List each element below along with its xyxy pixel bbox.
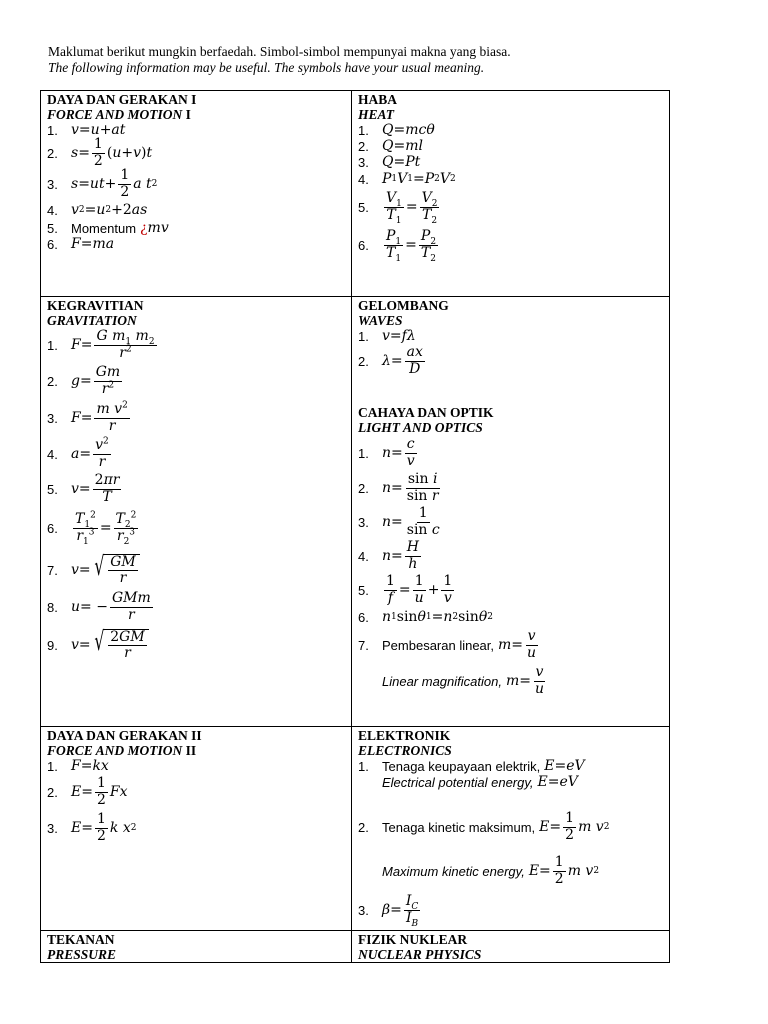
- formula-item: 5. $\frac{1}{f}$ = $\frac{1}{u}$ + $\frac{1}{v}$: [358, 573, 453, 606]
- formula-item: 1. n = $\frac{c}{v}$: [358, 436, 415, 469]
- cell-pressure: [41, 931, 352, 963]
- heading-force-motion-1-ms: DAYA DAN GERAKAN I: [47, 92, 197, 107]
- heading-light-ms: CAHAYA DAN OPTIK: [358, 405, 494, 420]
- heading-pressure-en: PRESSURE: [47, 947, 117, 962]
- formula-item: 2. g = $\frac{Gm}{r^2}$: [47, 364, 121, 397]
- cell-electronics: [352, 727, 670, 931]
- formula-item: 3. E = $\frac{1}{2}$ k x 2: [47, 811, 137, 844]
- heading-waves-en: WAVES: [358, 313, 403, 328]
- formula-item: 2. λ = $\frac{ax}{D}$: [358, 344, 423, 377]
- formula-item: 3. n = $\frac{1}{\text{sin c}}$: [358, 505, 440, 538]
- cell-nuclear-physics: [352, 931, 670, 963]
- formula-item: 3. F = $\frac{m v^2}{r}$: [47, 400, 128, 434]
- heading-heat-ms: HABA: [358, 92, 398, 107]
- formula-item: 1. F = kx: [47, 758, 109, 774]
- formula-item: 1. v = fλ: [358, 328, 416, 344]
- force-motion-2-list: [47, 758, 345, 846]
- formula-item: 9. v = √ 2GM r: [47, 624, 345, 666]
- gravitation-list: [47, 328, 345, 666]
- heading-heat-en: HEAT: [358, 107, 395, 122]
- cell-gravitation: [41, 297, 352, 727]
- waves-list: [358, 328, 663, 378]
- force-motion-1-list: [47, 122, 345, 252]
- formula-item: 2. n = $\frac{\text{sin i}}{\text{sin r}}$: [358, 471, 439, 504]
- formula-item: 7. Pembesaran linear, m = $\frac{v}{u}$: [358, 628, 537, 661]
- formula-item: 3. s = ut + $\frac{1}{2}$ a t 2: [47, 167, 158, 200]
- cell-force-motion-2: [41, 727, 352, 931]
- heading-force-motion-2-ms: DAYA DAN GERAKAN II: [47, 728, 202, 743]
- formula-item: 3. Q = Pt: [358, 154, 421, 170]
- heading-light-en: LIGHT AND OPTICS: [358, 420, 483, 435]
- formula-item: 1. Tenaga keupayaan elektrik, E = eV: [358, 758, 585, 774]
- formula-item: 3. β = $\frac{I_C}{I_B}$: [358, 893, 419, 929]
- heading-nuclear-ms: FIZIK NUKLEAR: [358, 932, 468, 947]
- formula-item: 5. $\frac{V_1}{T_1}$ = $\frac{V_2}{T_2}$: [358, 190, 438, 226]
- formula-table: [40, 90, 670, 963]
- formula-item: 4. n = $\frac{H}{h}$: [358, 539, 419, 572]
- cell-heat: [352, 91, 670, 297]
- formula-item: 4. a = $\frac{v^2}{r}$: [47, 436, 109, 470]
- formula-item: 1. v = u + at: [47, 122, 126, 138]
- formula-item: 8. u = − GMm r: [47, 590, 151, 623]
- heading-gravitation-ms: KEGRAVITIAN: [47, 298, 144, 313]
- formula-item: 4. v 2 = u 2 +2 as: [47, 202, 148, 218]
- intro-malay: Maklumat berikut mungkin berfaedah. Simbol-simbol mempunyai makna yang biasa.: [48, 44, 511, 59]
- heading-force-motion-2-en: FORCE AND MOTION II: [47, 743, 197, 758]
- formula-item: 4. P 1 V 1 = P 2 V 2: [358, 171, 456, 187]
- formula-item: 1. F = $\frac{G m_1 m_2}{r^2}$: [47, 328, 155, 361]
- formula-item: 2. s = $\frac{1}{2}$ ( u + v ) t: [47, 136, 153, 169]
- electronics-list: [358, 758, 663, 930]
- formula-item: 2. Tenaga kinetic maksimum, E = $\frac{1}{2}$ m v 2: [358, 810, 610, 843]
- cell-waves-light: [352, 297, 670, 727]
- light-list: [358, 435, 663, 699]
- intro-english: The following information may be useful. The symbols have your usual meaning.: [48, 60, 485, 75]
- formula-item: 6. n 1 sin θ 1 = n 2 sin θ 2: [358, 609, 493, 625]
- formula-item: 5. Momentum ¿ mv: [47, 220, 169, 236]
- formula-item: 5. v = $\frac{2\pi r}{T}$: [47, 472, 120, 505]
- formula-item: 2. E = $\frac{1}{2}$ Fx: [47, 775, 128, 808]
- formula-item: 7. v = √ GM r: [47, 550, 345, 590]
- formula-item: 1. Q = mcθ: [358, 122, 435, 138]
- formula-item: Electrical potential energy, E = eV: [382, 774, 578, 790]
- formula-item: 6. F = ma: [47, 236, 115, 252]
- formula-item: Linear magnification, m = $\frac{v}{u}$: [382, 664, 545, 697]
- heat-list: [358, 122, 663, 264]
- heading-electronics-ms: ELEKTRONIK: [358, 728, 451, 743]
- formula-item: 2. Q = ml: [358, 138, 423, 154]
- formula-item: Maximum kinetic energy, E = $\frac{1}{2}$ m v 2: [382, 854, 600, 887]
- cell-force-motion-1: [41, 91, 352, 297]
- intro: [48, 44, 511, 76]
- heading-waves-ms: GELOMBANG: [358, 298, 449, 313]
- formula-item: 6. $\frac{P_1}{T_1}$ = $\frac{P_2}{T_2}$: [358, 228, 437, 264]
- heading-electronics-en: ELECTRONICS: [358, 743, 452, 758]
- formula-item: 6. $\frac{T_1^2}{r_1^3}$ = $\frac{T_2^2}{r_2^3}$: [47, 510, 137, 547]
- heading-gravitation-en: GRAVITATION: [47, 313, 137, 328]
- heading-force-motion-1-en: FORCE AND MOTION I: [47, 107, 191, 122]
- heading-pressure-ms: TEKANAN: [47, 932, 115, 947]
- heading-nuclear-en: NUCLEAR PHYSICS: [358, 947, 482, 962]
